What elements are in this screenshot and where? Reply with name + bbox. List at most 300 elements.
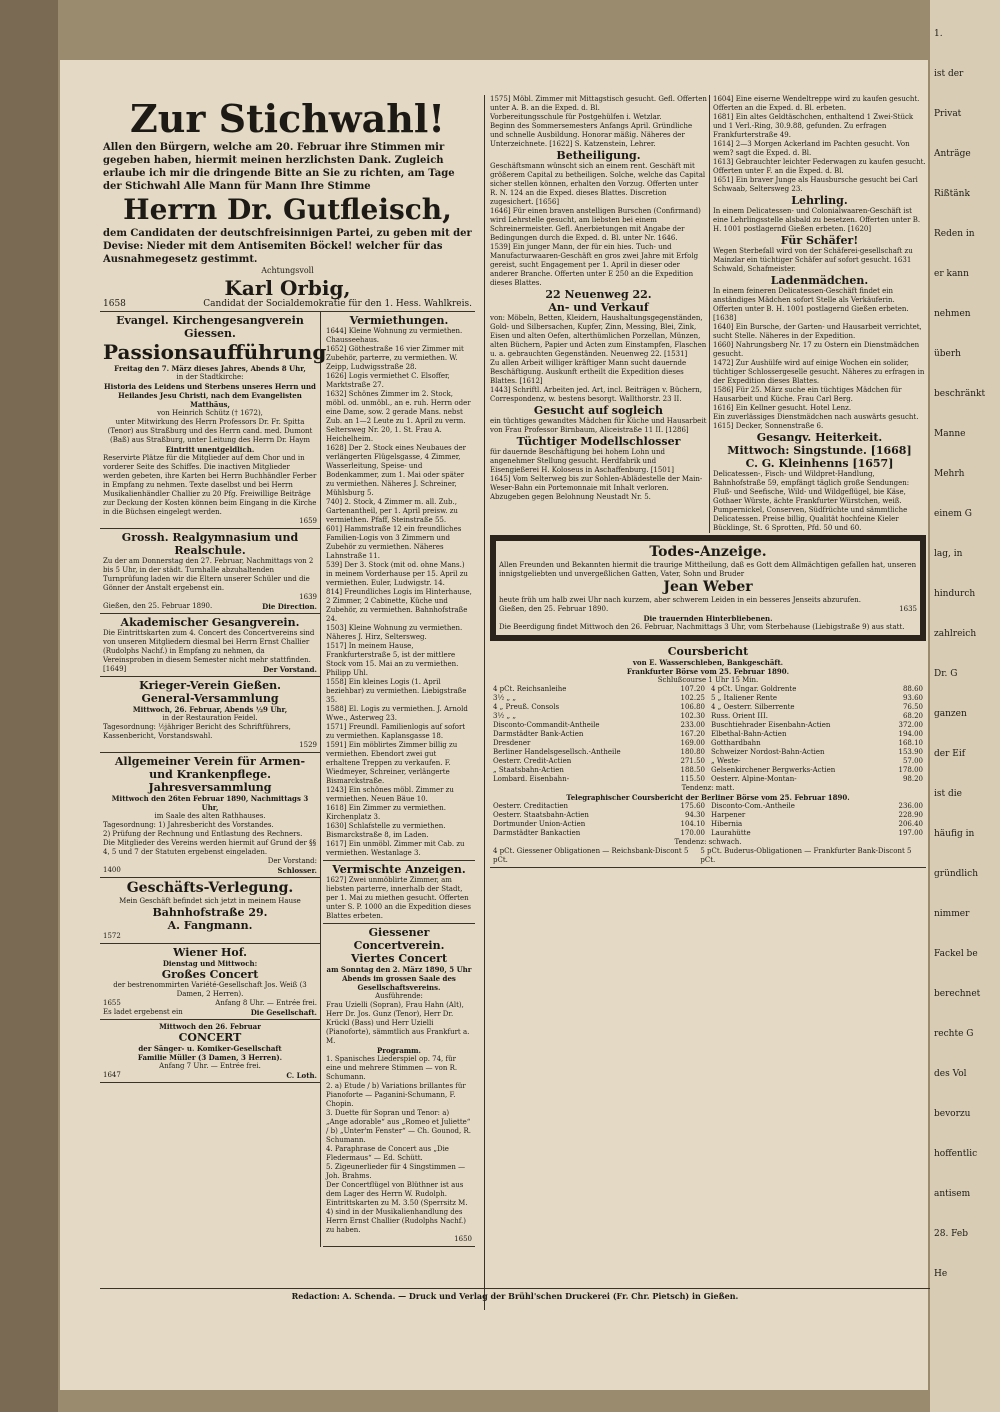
realgymnasium-ad [100,529,320,614]
classified-ad: 1640] Ein Bursche, der Garten- und Hausarbeit verrichtet, sucht Stelle. Näheres in der Expedition. [712,323,922,340]
security-name: Gotthardbahn [711,739,761,747]
price-value: 206.40 [898,820,923,828]
price-row [711,685,923,694]
classified-ad: Zu allen Arbeit williger kräftiger Mann sucht dauernde Beschäftigung. Auskunft ertheilt die Expedition dieses Blattes. [1612] [490,359,687,385]
price-row [711,721,923,730]
classified-ad: 1616] Ein Kellner gesucht. Hotel Lenz. [712,404,852,412]
loth-date: Mittwoch den 26. Februar [159,1022,261,1031]
price-row [493,730,705,739]
gesangverein-title: Akademischer Gesangverein. [120,616,300,629]
armenverein-ad [100,753,320,878]
death-notice-name: Jean Weber [663,579,753,595]
newspaper-page [60,60,928,1390]
price-row [711,694,923,703]
price-value: 68.20 [902,712,923,720]
security-name: 3½ „ „ [493,712,516,720]
berlin-title: Telegraphischer Coursbericht der Berliner Börse vom 25. Februar 1890. [566,793,850,802]
death-notice-date: Gießen, den 25. Februar 1890. [499,605,609,613]
realgymnasium-title: Grossh. Realgymnasium und Realschule. [121,531,299,557]
krieger-subtitle: General-Versammlung [141,692,279,705]
loth-sign: C. Loth. [286,1071,317,1080]
price-row [711,802,923,811]
classified-ad: Geschäftsmann wünscht sich an einem rent. Geschäft mit größerem Capital zu betheiligen. Solche, welche das Capital sicher stellen können, erhalten den Vorzug. Offerten unter R. N. 124 an die Exped. dieses Blattes. Discretion zugesichert. [1656] [490,162,706,206]
ad-heading: Ladenmädchen. [770,274,869,287]
price-row [493,811,705,820]
kirche-date: Freitag den 7. März dieses Jahres, Abends 8 Uhr, [114,364,306,373]
realgymnasium-sign: Die Direction. [262,602,317,611]
fangmann-address: Bahnhofstraße 29. [152,906,268,919]
security-name: 5 „ Italiener Rente [711,694,778,702]
ad-heading: Mittwoch: Singstunde. [1668] [727,444,912,457]
price-row [711,712,923,721]
program-item: 4. Paraphrase de Concert aus „Die Fledermaus“ — Ed. Schütt. [326,1145,449,1162]
fangmann-text: Mein Geschäft befindet sich jetzt in meinem Hause [119,897,301,905]
price-row [493,829,705,838]
armenverein-text: Die Mitglieder des Vereins werden hiermit auf Grund der §§ 4, 5 und 7 der Statuten ergebenst eingeladen. [103,839,317,856]
security-name: Russ. Orient III. [711,712,768,720]
security-name: 4 „ Preuß. Consols [493,703,560,711]
facing-page-fragment: überh [934,349,961,359]
facing-page-fragment: He [934,1269,948,1279]
gesangverein-ref: [1649] [103,665,127,673]
wienerhof-invite: Es ladet ergebenst ein [103,1008,183,1016]
rental-listing: 814] Freundliches Logis im Hinterhause, 2 Zimmer, 2 Cabinette, Küche und Zubehör, zu vermiethen. Bahnhofstraße 24. [326,588,472,623]
realgymnasium-text: Zu der am Donnerstag den 27. Februar, Nachmittags von 2 bis 5 Uhr, in der städt. Turnhalle abzuhaltenden Turnprüfung laden wir die Eltern unserer Schüler und die Gönner der Anstalt ergebenst ein. [103,557,314,592]
price-value: 98.20 [902,775,923,783]
gesangverein-sign: Der Vorstand. [263,665,317,674]
price-value: 233.00 [680,721,705,729]
death-notice-burial: Die Beerdigung findet Mittwoch den 26. Februar, Nachmittags 3 Uhr, vom Sterbehause (Liebigstraße 9) aus statt. [499,623,905,631]
price-row [493,685,705,694]
rental-listing: 601] Hammstraße 12 ein freundliches Familien-Logis von 3 Zimmern und Zubehör zu vermiethen. Näheres Lahnstraße 11. [326,525,462,560]
price-row [493,757,705,766]
price-row [493,739,705,748]
berlin-right-table [711,802,923,838]
kirche-ad [100,312,327,529]
cours-title: Coursbericht [667,645,749,658]
cours-time: Schlußcourse 1 Uhr 15 Min. [657,676,759,684]
ad-heading: Gesucht auf sogleich [533,404,664,417]
vermischte-text: 1627] Zwei unmöblirte Zimmer, am liebsten parterre, innerhalb der Stadt, per 1. Mai zu miethen gesucht. Offerten unter S. P. 1000 an die Expedition dieses Blattes erbeten. [326,876,471,920]
security-name: Disconto-Com.-Antheile [711,802,795,810]
facing-page-fragment: berechnet [934,989,981,999]
security-name: „ Staatsbahn-Actien [493,766,564,774]
security-name: Oesterr. Creditactien [493,802,568,810]
facing-page-fragment: 1. [934,29,943,39]
rental-listing: 1632] Schönes Zimmer im 2. Stock, möbl. od. unmöbl., an e. ruh. Herrn oder eine Dame, sow. 2 gerade Mans. nebst Zub. an 1—2 Leute zu 1. April zu verm. Seltersweg Nr. 20, 1. St. Frau A. Heichelheim. [326,390,471,443]
concertverein-text: Der Concertflügel von Blüthner ist aus dem Lager des Herrn W. Rudolph. Eintrittskarten zu M. 3.50 (Sperrsitz M. 4) sind in der Musikalienhandlung des Herrn Ernst Challier (Rudolphs Nachf.) zu haben. [326,1181,468,1234]
death-notice-text2: heute früh um halb zwei Uhr nach kurzem, aber schwerem Leiden in ein besseres Jenseits abzurufen. [499,596,861,604]
price-row [711,829,923,838]
rental-listing: 1652] Göthestraße 16 vier Zimmer mit Zubehör, parterre, zu vermiethen. W. Zeipp, Ludwigsstraße 28. [326,345,464,371]
security-name: Oesterr. Alpine-Montan- [711,775,797,783]
security-name: 3½ „ „ [493,694,516,702]
death-notice-title: Todes-Anzeige. [649,544,767,560]
armenverein-date: Mittwoch den 26ten Februar 1890, Nachmittags 3 Uhr, [111,794,309,812]
facing-page-fragment: 28. Feb [934,1229,969,1239]
stichwahl-text2: dem Candidaten der deutschfreisinnigen Partei, zu geben mit der Devise: Nieder mit dem Antisemiten Böckel! welcher für das Ausnahmegesetz gestimmt. [103,228,472,265]
classified-ad: 1613] Gebrauchter leichter Federwagen zu kaufen gesucht. Offerten unter F. an die Exped. d. Bl. [712,158,926,175]
rental-listing: 1517] In meinem Hause, Frankfurterstraße 5, ist der mittlere Stock vom 15. Mai an zu vermiethen. Philipp Uhl. [326,642,459,677]
concertverein-date: am Sonntag den 2. März 1890, 5 Uhr Abends im grossen Saale des Gesellschaftsvereins. [326,965,472,992]
facing-page-fragment: Dr. G [934,669,958,679]
fangmann-ref: 1572 [103,932,121,940]
security-name: Harpener [711,811,746,819]
price-row [711,766,923,775]
price-row [493,703,705,712]
vermiethungen-title: Vermiethungen. [349,314,449,327]
right-columns [490,95,926,868]
price-value: 194.00 [898,730,923,738]
classified-ad: 1651] Ein braver Junge als Hausbursche gesucht bei Carl Schwaab, Seltersweg 23. [712,176,918,193]
facing-page-fragment: Manne [934,429,966,439]
price-value: 102.30 [680,712,705,720]
rental-listing: 1617] Ein unmöbl. Zimmer mit Cab. zu vermiethen. Westanlage 3. [326,840,465,857]
classified-ad: 1443] Schriftl. Arbeiten jed. Art, incl. Beiträgen v. Büchern, Correspondenz, w. bestens besorgt. Wallthorstr. 23 II. [490,386,702,403]
loth-ad [100,1020,320,1083]
death-notice-sign: Die trauernden Hinterbliebenen. [643,614,773,623]
loth-time: Anfang 7 Uhr. — Entrée frei. [159,1062,261,1070]
security-name: Darmstädter Bank-Actien [493,730,584,738]
ad-heading: Betheiligung. [556,149,641,162]
imprint-footer: Redaction: A. Schenda. — Druck und Verlag der Brühl'schen Druckerei (Fr. Chr. Pietsch) in Gießen. [100,1288,930,1301]
security-name: Darmstädter Bankactien [493,829,581,837]
price-value: 88.60 [902,685,923,693]
classified-ad: für dauernde Beschäftigung bei hohem Lohn und angenehmer Stellung gesucht. Herdfabrik und Eisengießerei H. Koloseus in Aschaffenburg. [1501] [490,448,674,474]
price-value: 188.50 [680,766,705,774]
armenverein-agenda1: Tagesordnung: 1) Jahresbericht des Vorstandes. [103,821,274,829]
stichwahl-candidate: Herrn Dr. Gutfleisch, [123,193,452,226]
price-row [493,820,705,829]
price-value: 170.00 [680,829,705,837]
ad-heading: Für Schäfer! [780,234,859,247]
price-row [493,748,705,757]
facing-page-fragment: lag, in [934,549,963,559]
armenverein-ref: 1400 [103,866,121,874]
price-row [711,730,923,739]
price-row [493,712,705,721]
price-value: 167.20 [680,730,705,738]
kirche-ref: 1659 [299,517,317,525]
price-value: 168.10 [898,739,923,747]
concertverein-program-label: Programm. [377,1046,421,1055]
rental-listing: 1628] Der 2. Stock eines Neubaues der verlängerten Flügelsgasse, 4 Zimmer, Wasserleitung, Speise- und Bodenkammer, zum 1. Mai oder später zu vermiethen. Näheres J. Schreiner, Mühlsburg 5. [326,444,466,497]
column-1 [100,95,475,1247]
program-item: 1. Spanisches Liederspiel op. 74, für eine und mehrere Stimmen — von R. Schumann. [326,1055,458,1081]
armenverein-title: Allgemeiner Verein für Armen- und Krankenpflege. [114,755,306,781]
wienerhof-ref: 1655 [103,999,121,1007]
facing-page-fragment: zahlreich [934,629,977,639]
classified-ad: 1586] Für 25. März suche ein tüchtiges Mädchen für Hausarbeit und Küche. Frau Carl Berg. [712,386,902,403]
price-value: 228.90 [898,811,923,819]
armenverein-place: im Saale des alten Rathhauses. [154,812,266,820]
berlin-tendency: Tendenz: schwach. [674,838,742,846]
price-row [711,739,923,748]
realgymnasium-date: Gießen, den 25. Februar 1890. [103,602,213,610]
program-item: 5. Zigeunerlieder für 4 Singstimmen — Joh. Brahms. [326,1163,466,1180]
classified-ad: 1575] Möbl. Zimmer mit Mittagstisch gesucht. Gefl. Offerten unter A. B. an die Exped. d. Bl. [490,95,707,112]
facing-page-fragment: hindurch [934,589,976,599]
cours-right-table [711,685,923,784]
facing-page-fragment: Mehrh [934,469,965,479]
program-item: 2. a) Etude / b) Variations brillantes für Pianoforte — Paganini-Schumann, F. Chopin. [326,1082,466,1108]
price-row [711,775,923,784]
facing-page-fragment: Rißtänk [934,189,970,199]
price-value: 107.20 [680,685,705,693]
kirche-composer: von Heinrich Schütz († 1672), [157,409,263,417]
ad-heading: Lehrling. [791,194,848,207]
ad-heading: An- und Verkauf [548,301,649,314]
gesangverein-ad [100,614,320,677]
facing-page-edge [930,0,1000,1412]
rental-listing: 1618] Ein Zimmer zu vermiethen. Kirchenplatz 3. [326,804,447,821]
rental-listing: 1503] Kleine Wohnung zu vermiethen. Näheres J. Hirz, Seltersweg. [326,624,463,641]
death-notice-ref: 1635 [899,605,917,613]
kirche-body: Reservirte Plätze für die Mitglieder auf dem Chor und in vorderer Seite des Schiffes. Die inactiven Mitglieder werden gebeten, ihre Karten bei Herrn Buchhändler Ferber in Empfang zu nehmen. Texte daselbst und bei Herrn Musikalienhändler Challier zu 20 Pfg. Freiwillige Beiträge zur Deckung der Kosten können beim Eingang in die Kirche in die Büchsen eingelegt werden. [103,454,317,516]
concertverein-subtitle: Viertes Concert [350,952,448,965]
kirche-title: Passionsaufführung [103,340,327,364]
fangmann-name: A. Fangmann. [167,919,253,932]
classified-ad: Wegen Sterbefall wird von der Schäferei-gesellschaft zu Mainzlar ein tüchtiger Schäfer auf sofort gesucht. 1631 Schwald, Schafmeister. [712,247,913,273]
security-name: Elbethal-Bahn-Actien [711,730,787,738]
security-name: Dresdener [493,739,531,747]
price-row [711,757,923,766]
kirche-header: Evangel. Kirchengesangverein Giessen. [116,314,304,340]
rental-listing: 1591] Ein möblirtes Zimmer billig zu vermiethen. Ebendort zwei gut erhaltene Treppen zu verkaufen. F. Wiedmeyer, Schreiner, verlängerte Bismarckstraße. [326,741,458,785]
column-3 [490,95,710,533]
krieger-ad [100,677,320,753]
rental-listing: 1588] El. Logis zu vermiethen. J. Arnold Wwe., Asterweg 23. [326,705,468,722]
security-name: „ Weste- [711,757,741,765]
security-name: Disconto-Commandit-Antheile [493,721,600,729]
rental-listing: 1558] Ein kleines Logis (1. April beziehbar) zu vermiethen. Liebigstraße 35. [326,678,467,704]
classified-ad: 1645] Vom Selterweg bis zur Sohlen-Ablädestelle der Main-Weser-Bahn ein Portemonnaie mit Inhalt verloren. Abzugeben gegen Belohnung Neustadt Nr. 5. [490,475,703,501]
kirche-entry: Eintritt unentgeldlich. [165,445,255,454]
security-name: Lombard. Eisenbahn- [493,775,570,783]
facing-page-fragment: Fackel be [934,949,978,959]
program-list [326,1055,472,1181]
concertverein-performers: Frau Uzielli (Sopran), Frau Hahn (Alt), Herr Dr. Jos. Gunz (Tenor), Herr Dr. Krückl (Bass) und Herr Uzielli (Pianoforte), sämmtlich aus Frankfurt a. M. [326,1001,470,1045]
facing-page-fragment: ist die [934,789,962,799]
facing-page-fragment: der Eif [934,749,966,759]
concertverein-title: Giessener Concertverein. [353,926,445,952]
column-4 [710,95,926,533]
security-name: 4 pCt. Reichsanleihe [493,685,567,693]
fangmann-title: Geschäfts-Verlegung. [126,880,294,896]
kirche-work: Historia des Leidens und Sterbens unseres Herrn und Heilandes Jesu Christi, nach dem Evangelisten Matthäus, [104,382,316,409]
vermischte-title: Vermischte Anzeigen. [332,863,466,876]
facing-page-fragment: einem G [934,509,972,519]
price-value: 271.50 [680,757,705,765]
stichwahl-text: Allen den Bürgern, welche am 20. Februar ihre Stimmen mir gegeben haben, hiermit meinen herzlichsten Dank. Zugleich erlaube ich mir die dringende Bitte an Sie zu richten, am Tage der Stichwahl Alle Mann für Mann Ihre Stimme [103,142,455,192]
security-name: Hibernia [711,820,743,828]
cours-tendency: Tendenz: matt. [681,784,735,792]
rental-listing: 740] 2. Stock, 4 Zimmer m. all. Zub., Gartenantheil, per 1. April preisw. zu vermiethen. Pfaff, Steinstraße 55. [326,498,458,524]
vermiethungen-list [326,327,472,858]
stichwahl-ref: 1658 [103,299,126,309]
facing-page-fragment: hoffentlic [934,1149,978,1159]
wienerhof-event: Großes Concert [161,968,259,981]
classified-ad: Beginn des Sommersemesters Anfangs April. Gründliche und schnelle Ausbildung. Honorar mäßig. Näheres der Unterzeichnete. [1622] S. Katzenstein, Lehrer. [490,122,693,148]
price-row [711,811,923,820]
stichwahl-signer: Karl Orbig, [224,276,351,300]
security-name: Dortmunder Union-Actien [493,820,586,828]
price-value: 57.00 [902,757,923,765]
security-name: Berliner Handelsgesellsch.-Antheile [493,748,621,756]
coursbericht [490,643,926,868]
cours-bottom-left: 4 pCt. Giessener Obligationen — Reichsbank-Discont 5 pCt. [493,847,689,864]
price-value: 169.00 [680,739,705,747]
price-value: 197.00 [898,829,923,837]
wienerhof-ad [100,944,320,1020]
stichwahl-title: Zur Stichwahl! [130,96,445,141]
vermiethungen-section [323,312,475,861]
facing-page-fragment: nehmen [934,309,971,319]
security-name: 4 pCt. Ungar. Goldrente [711,685,797,693]
book-spine [0,0,58,1412]
krieger-place: in der Restauration Feidel. [162,714,258,722]
price-value: 153.90 [898,748,923,756]
facing-page-fragment: ganzen [934,709,967,719]
ad-heading: 22 Neuenweg 22. [545,288,652,301]
classified-ad: 1604] Eine eiserne Wendeltreppe wird zu kaufen gesucht. Offerten an die Exped. d. Bl. erbeten. [712,95,920,112]
price-row [493,766,705,775]
concertverein-performers-label: Ausführende: [375,992,423,1000]
price-value: 236.00 [898,802,923,810]
cours-bottom-right: 5 pCt. Buderus-Obligationen — Frankfurter Bank-Discont 5 pCt. [700,847,912,864]
price-value: 372.00 [898,721,923,729]
facing-page-fragment: Reden in [934,229,975,239]
death-notice [490,535,926,641]
price-row [711,820,923,829]
security-name: Gelsenkirchener Bergwerks-Actien [711,766,836,774]
berlin-left-table [493,802,705,838]
classified-ad: 1660] Nahrungsberg Nr. 17 zu Ostern ein Dienstmädchen gesucht. [712,341,920,358]
classified-ad: 1646] Für einen braven anstelligen Burschen (Confirmand) wird Lehrstelle gesucht, am liebsten bei einem Schreinermeister. Gefl. Anerbietungen mit Angabe der Bedingungen durch die Exped. d. Bl. unter Nr. 1646. [490,207,701,242]
security-name: Buschtiehrader Eisenbahn-Actien [711,721,831,729]
cours-subtitle: Frankfurter Börse vom 25. Februar 1890. [626,667,790,676]
price-value: 106.80 [680,703,705,711]
rental-listing: 1626] Logis vermiethet C. Elsoffer, Marktstraße 27. [326,372,450,389]
classified-ad: 1472] Zur Aushülfe wird auf einige Wochen ein solider, tüchtiger Schlossergeselle gesucht. Näheres zu erfragen in der Expedition dieses Blattes. [712,359,925,385]
loth-title: CONCERT [178,1031,242,1044]
classified-ad: In einem feineren Delicatessen-Geschäft findet ein anständiges Mädchen sofort Stelle als Verkäuferin. Offerten unter B. H. 1001 postlagernd Gießen erbeten. [1638] [712,287,909,322]
classified-ad: In einem Delicatessen- und Colonialwaaren-Geschäft ist eine Lehrlingsstelle alsbald zu besetzen. Offerten unter B. H. 1001 postlagernd Gießen erbeten. [1620] [712,207,921,233]
price-value: 115.50 [680,775,705,783]
wienerhof-title: Wiener Hof. [173,946,247,959]
concertverein-ref: 1650 [454,1235,472,1243]
classified-ad: Ein zuverlässiges Dienstmädchen nach auswärts gesucht. 1615] Decker, Sonnenstraße 6. [712,413,919,430]
classified-ad: 1614] 2—3 Morgen Ackerland im Pachten gesucht. Von wem? sagt die Exped. d. Bl. [712,140,910,157]
rental-listing: 1571] Freundl. Familienlogis auf sofort zu vermiethen. Kaplansgasse 18. [326,723,466,740]
wienerhof-sign: Die Gesellschaft. [250,1008,317,1017]
security-name: 4 „ Oesterr. Silberrente [711,703,795,711]
rental-listing: 1644] Kleine Wohnung zu vermiethen. Chausseehaus. [326,327,463,344]
facing-page-fragment: bevorzu [934,1109,971,1119]
price-value: 94.30 [684,811,705,819]
rental-listing: 1630] Schlafstelle zu vermiethen. Bismarckstraße 8, im Laden. [326,822,446,839]
facing-page-fragment: Anträge [934,149,971,159]
ad-heading: Tüchtiger Modellschlosser [516,435,681,448]
classified-ad: Vorbereitungsschule für Postgehülfen i. Wetzlar. [490,113,662,121]
armenverein-signer: Schlosser. [277,866,317,875]
classified-ad: 1681] Ein altes Geldtäschchen, enthaltend 1 Zwei-Stück und 1 Verl.-Ring, 30.9.88, gefunden. Zu erfragen Frankfurterstraße 49. [712,113,914,139]
rental-listing: 1243] Ein schönes möbl. Zimmer zu vermiethen. Neuen Bäue 10. [326,786,454,803]
facing-page-fragment: antisem [934,1189,971,1199]
death-notice-text: Allen Freunden und Bekannten hiermit die traurige Mittheilung, daß es Gott dem Allmächtigen gefallen hat, unseren innigstgeliebten und unvergeßlichen Gatten, Vater, Sohn und Bruder [499,561,917,578]
stichwahl-signer-title: Candidat der Socialdemokratie für den 1. Hess. Wahlkreis. [203,299,472,309]
facing-page-fragment: häufig in [934,829,975,839]
kirche-performers: unter Mitwirkung des Herrn Professors Dr. Fr. Spitta (Tenor) aus Straßburg und des Herrn cand. med. Dumont (Baß) aus Straßburg, unter Leitung des Herrn Dr. Haym [107,418,313,444]
facing-page-fragment: Privat [934,109,962,119]
facing-page-fragment: rechte G [934,1029,974,1039]
security-name: Oesterr. Staatsbahn-Actien [493,811,589,819]
classified-ad: 1539] Ein junger Mann, der für ein hies. Tuch- und Manufacturwaaren-Geschäft en gros zwei Jahre mit Erfolg gereist, sucht Engagement per 1. April in dieser oder anderer Branche. Offerten unter E 250 an die Expedition dieses Blattes. [490,243,699,287]
price-row [711,748,923,757]
security-name: Laurahütte [711,829,751,837]
price-value: 102.25 [680,694,705,702]
facing-page-fragment: beschränkt [934,389,986,399]
price-value: 104.10 [680,820,705,828]
security-name: Oesterr. Credit-Actien [493,757,572,765]
krieger-title: Krieger-Verein Gießen. [139,679,281,692]
classified-ad: von: Möbeln, Betten, Kleidern, Haushaltungsgegenständen, Gold- und Silbersachen, Kupfer, Zinn, Messing, Blei, Zink, Eisen und alten Oefen, alterthümlichen Porzellan, Münzen, alten Büchern, Papier und Acten zum Einstampfen, Flaschen u. a. gebrauchten Gegenständen. Neuenweg 22. [1531] [490,314,707,358]
price-row [493,721,705,730]
cours-bank: von E. Wasserschleben, Bankgeschäft. [632,658,784,667]
wienerhof-text: der bestrenommirten Variété-Gesellschaft Jos. Weiß (3 Damen, 2 Herren). [113,981,307,998]
classified-ad: Delicatessen-, Fisch- und Wildpret-Handlung, Bahnhofstraße 59, empfängt täglich große Sendungen: Fluß- und Seefische, Wild- und Wildgeflügel, bie Käse, Gothaer Würste, ächte Frankfurter Würstchen, weiß. Pumpernickel, Conserven, Südfrüchte und sämmtliche Delicatessen. Preise billig, Qualität hochfeine Kieler Bücklinge, St. 6 Sprotten, Pfd. 50 und 60. [712,470,910,532]
armenverein-sign: Der Vorstand: [267,857,317,865]
price-value: 180.80 [680,748,705,756]
wienerhof-time: Anfang 8 Uhr. — Entrée frei. [215,999,317,1007]
facing-page-fragment: des Vol [934,1069,967,1079]
facing-page-fragment: er kann [934,269,969,279]
loth-ref: 1647 [103,1071,121,1079]
krieger-ref: 1529 [299,741,317,749]
rental-listing: 539] Der 3. Stock (mit od. ohne Mans.) in meinem Vorderhause per 15. April zu vermiethen. Euler, Ludwigstr. 14. [326,561,468,587]
loth-text: der Sänger- u. Komiker-Gesellschaft [138,1044,282,1053]
realgymnasium-ref: 1639 [299,593,317,601]
security-name: Schweizer Nordost-Bahn-Actien [711,748,825,756]
cours-left-table [493,685,705,784]
gesangverein-text: Die Eintrittskarten zum 4. Concert des Concertvereins sind von unseren Mitgliedern diesmal bei Herrn Ernst Challier (Rudolphs Nachf.) in Empfang zu nehmen, da Vereinsproben in diesem Semester nicht mehr stattfinden. [103,629,315,664]
stichwahl-ad [100,95,475,312]
price-row [493,694,705,703]
column-divider [484,95,485,1310]
price-row [493,775,705,784]
program-item: 3. Duette für Sopran und Tenor: a) „Ange adorable“ aus „Romeo et Juliette“ / b) „Unter'm Fenster“ — Ch. Gounod, R. Schumann. [326,1109,471,1144]
price-row [711,703,923,712]
fangmann-ad [100,878,320,944]
price-row [493,802,705,811]
vermischte-section [323,861,475,924]
krieger-date: Mittwoch, 26. Februar, Abends ½9 Uhr, [132,705,288,714]
wienerhof-days: Dienstag und Mittwoch: [162,959,258,968]
classified-ad: ein tüchtiges gewandtes Mädchen für Küche und Hausarbeit von Frau Professor Birnbaum, Aliceistraße 11 II. [1286] [490,417,707,434]
price-value: 178.00 [898,766,923,774]
krieger-agenda: Tagesordnung: ½jähriger Bericht des Schriftführers, Kassenbericht, Vorstandswahl. [103,723,291,740]
ad-heading: Gesangv. Heiterkeit. [756,431,883,444]
price-value: 175.60 [680,802,705,810]
price-value: 76.50 [902,703,923,711]
concertverein-ad [323,924,475,1247]
facing-page-fragment: gründlich [934,869,979,879]
armenverein-agenda2: 2) Prüfung der Rechnung und Entlastung des Rechners. [103,830,303,838]
stichwahl-greeting: Achtungsvoll [261,266,314,275]
price-value: 93.60 [902,694,923,702]
loth-group: Familie Müller (3 Damen, 3 Herren). [137,1053,283,1062]
facing-page-fragment: nimmer [934,909,970,919]
